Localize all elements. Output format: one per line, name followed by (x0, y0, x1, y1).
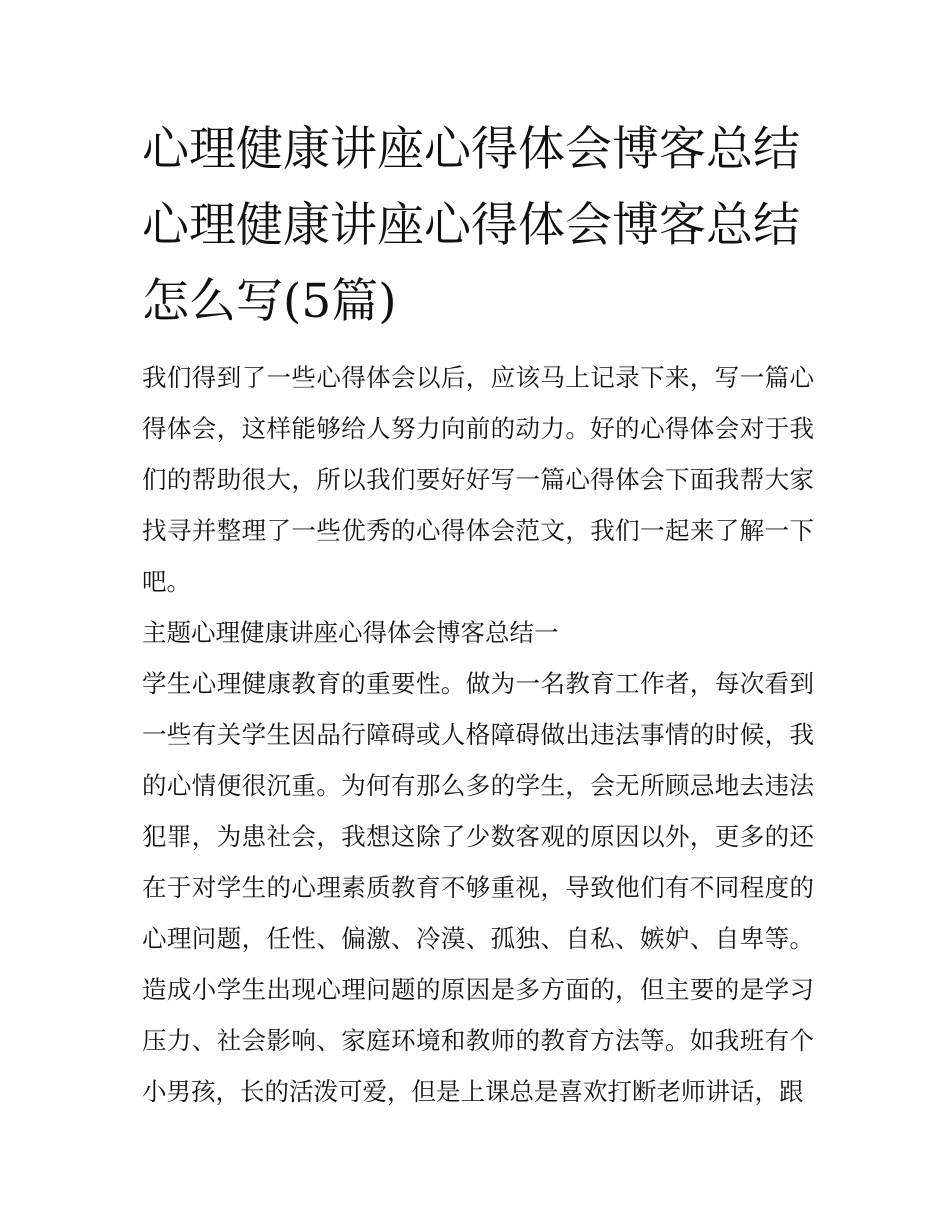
document-body (142, 352, 814, 1117)
body-paragraph: 学生心理健康教育的重要性。做为一名教育工作者，每次看到一些有关学生因品行障碍或人格障碍做出违法事情的时候，我的心情便很沉重。为何有那么多的学生，会无所顾忌地去违法犯罪，为患社会，我想这除了少数客观的原因以外，更多的还在于对学生的心理素质教育不够重视，导致他们有不同程度的心理问题，任性、偏激、冷漠、孤独、自私、嫉妒、自卑等。造成小学生出现心理问题的原因是多方面的，但主要的是学习压力、社会影响、家庭环境和教师的教育方法等。如我班有个小男孩，长的活泼可爱，但是上课总是喜欢打断老师讲话，跟 (142, 669, 814, 1106)
document-title: 心理健康讲座心得体会博客总结 心理健康讲座心得体会博客总结怎么写(5篇) (142, 122, 800, 329)
intro-paragraph: 我们得到了一些心得体会以后，应该马上记录下来，写一篇心得体会，这样能够给人努力向前的动力。好的心得体会对于我们的帮助很大，所以我们要好好写一篇心得体会下面我帮大家找寻并整理了一些优秀的心得体会范文，我们一起来了解一下吧。 (142, 363, 814, 596)
section-heading: 主题心理健康讲座心得体会博客总结一 (142, 618, 559, 647)
